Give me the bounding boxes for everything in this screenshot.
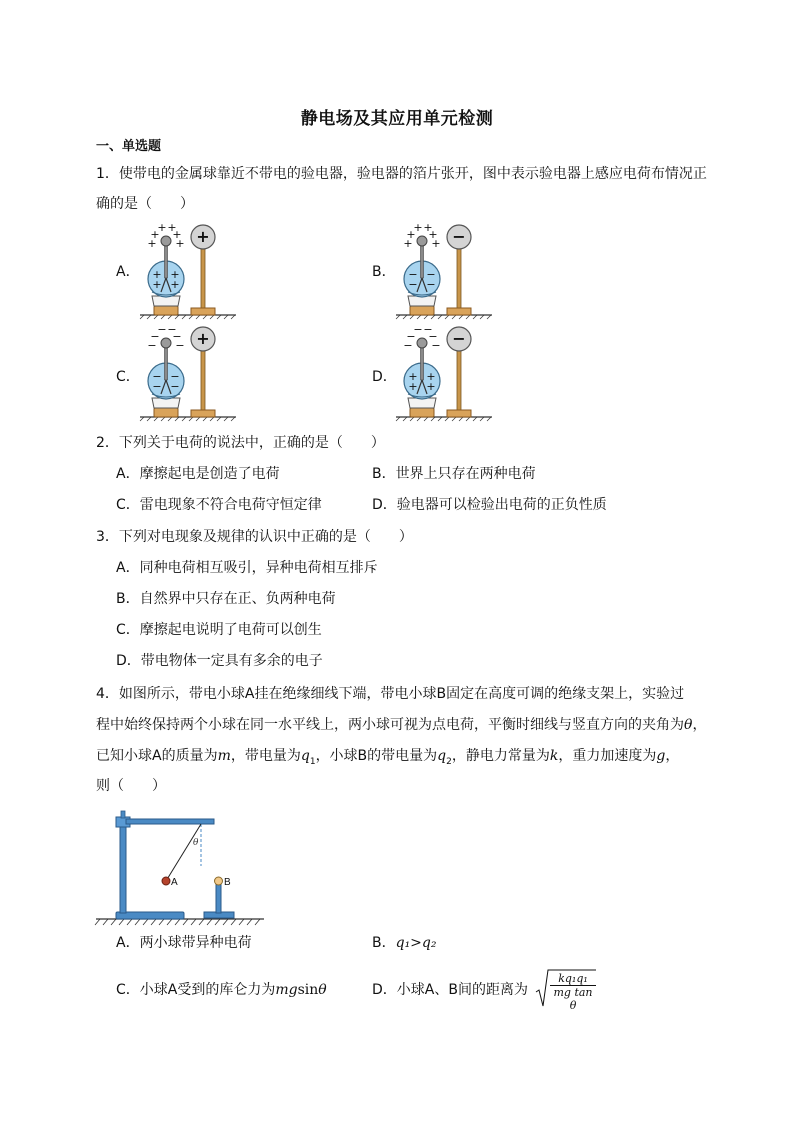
leaf-charge: − (426, 278, 436, 291)
ground-hatch (168, 417, 172, 421)
ground-hatch (487, 417, 491, 421)
ground-hatch (175, 417, 179, 421)
ground-hatch (396, 315, 400, 319)
q2-option-a: A．摩擦起电是创造了电荷 (116, 466, 280, 482)
ground-hatch (147, 417, 151, 421)
q4-stem-line3 (96, 748, 679, 770)
knob-charge: − (167, 324, 177, 336)
leaf-charge: + (408, 370, 418, 383)
sphere-stand-base (191, 410, 215, 417)
ground-hatch (480, 315, 484, 319)
ground-hatch (424, 417, 428, 421)
leaf-charge: + (426, 370, 436, 383)
q4-l3-p1: 已知小球A的质量为 (96, 748, 218, 764)
ground-hatch (217, 315, 221, 319)
q4-q1-symbol: q (300, 748, 310, 764)
figure-angle-label: θ (193, 838, 199, 848)
knob-charge: − (157, 324, 167, 336)
electroscope-figure-d (394, 324, 494, 422)
q4-option-d-fraction (550, 972, 596, 1012)
ground-hatch (217, 417, 221, 421)
ground-hatch (224, 315, 228, 319)
ground-hatch (210, 417, 214, 421)
sphere-charge-sign: − (452, 227, 466, 246)
ground-hatch (417, 315, 421, 319)
knob-charge: − (413, 324, 423, 336)
ground-hatch (196, 417, 200, 421)
ground-hatch (403, 417, 407, 421)
sphere-stand-base (447, 308, 471, 315)
q4-g-symbol: g (656, 748, 666, 764)
electroscope-figure-b (394, 222, 494, 320)
q4-option-c-sin: sin (297, 982, 319, 998)
q4-option-d-numerator: kq₁q₁ (550, 972, 596, 986)
electroscope-rod (165, 346, 168, 380)
ground-hatch (175, 315, 179, 319)
ground-hatch (161, 417, 165, 421)
leaf-charge: + (408, 380, 418, 393)
q4-option-d-text: D．小球A、B间的距离为 (372, 982, 528, 998)
figure-ball-a-label: A (171, 877, 178, 888)
leaf-charge: + (170, 278, 180, 291)
ground-hatch (487, 315, 491, 319)
ground-hatch (182, 417, 186, 421)
ground-hatch (154, 417, 158, 421)
ground-hatch (424, 315, 428, 319)
q4-mass-symbol: m (217, 748, 231, 764)
knob-charge: + (406, 228, 416, 241)
knob-charge: + (157, 222, 167, 234)
electroscope-base (410, 408, 434, 417)
q4-l3-p2: ，带电量为 (230, 748, 301, 764)
section-heading: 一、单选题 (96, 139, 162, 154)
ground-hatch (431, 417, 435, 421)
sphere-stand-pole (457, 350, 461, 412)
sphere-charge-sign: + (196, 227, 210, 246)
q4-l3-p5: ，重力加速度为 (558, 748, 657, 764)
knob-charge: − (175, 339, 185, 352)
q4-option-c-theta: θ (318, 982, 327, 998)
leaf-charge: − (170, 370, 180, 383)
q4-stem-line2 (96, 717, 706, 733)
knob-charge: + (172, 228, 182, 241)
leaf-charge: + (152, 278, 162, 291)
figure-ball-b-label: B (224, 877, 231, 888)
knob-charge: − (406, 330, 416, 343)
ground-hatch (189, 315, 193, 319)
knob-charge: − (403, 339, 413, 352)
electroscope-base (154, 408, 178, 417)
q4-option-b-label: B． (372, 935, 396, 951)
knob-charge: + (175, 237, 185, 250)
knob-charge: + (147, 237, 157, 250)
q1-option-c-label: C． (116, 369, 140, 385)
q2-option-c: C．雷电现象不符合电荷守恒定律 (116, 497, 322, 513)
ground-hatch (410, 315, 414, 319)
ground-hatch (396, 417, 400, 421)
sphere-charge-sign: − (452, 329, 466, 348)
electroscope-rod (165, 244, 168, 278)
q4-option-b (372, 935, 437, 951)
knob-charge: + (431, 237, 441, 250)
sphere-stand-pole (457, 248, 461, 310)
electroscope-figure-c (138, 324, 238, 422)
knob-charge: − (150, 330, 160, 343)
knob-charge: − (431, 339, 441, 352)
electroscope-knob (161, 338, 171, 348)
ground-hatch (459, 315, 463, 319)
leaf-charge: − (152, 380, 162, 393)
q4-l3-p3: ，小球B的带电量为 (315, 748, 438, 764)
q3-option-d: D．带电物体一定具有多余的电子 (116, 653, 323, 669)
electroscope-rod (421, 346, 424, 380)
q2-option-b: B．世界上只存在两种电荷 (372, 466, 536, 482)
electroscope-knob (417, 236, 427, 246)
q4-option-c (116, 982, 327, 998)
ground-hatch (445, 315, 449, 319)
sphere-stand-base (447, 410, 471, 417)
ground-hatch (154, 315, 158, 319)
q4-stem-line4: 则（ ） (96, 778, 166, 794)
leaf-charge: + (426, 380, 436, 393)
q4-line2-end: ， (692, 717, 707, 733)
q4-q2-sub: 2 (446, 756, 452, 767)
ground-hatch (431, 315, 435, 319)
knob-charge: − (428, 330, 438, 343)
ground-hatch (140, 417, 144, 421)
q3-stem: 3．下列对电现象及规律的认识中正确的是（ ） (96, 529, 413, 545)
q4-k-symbol: k (549, 748, 559, 764)
electroscope-knob (161, 236, 171, 246)
q4-option-d (372, 982, 528, 998)
electroscope-figure-a (138, 222, 238, 320)
ground-hatch (466, 417, 470, 421)
ground-hatch (147, 315, 151, 319)
ground-hatch (473, 315, 477, 319)
q4-l3-p6: ， (665, 748, 680, 764)
ground-hatch (438, 417, 442, 421)
page-title: 静电场及其应用单元检测 (300, 109, 494, 129)
sphere-stand-pole (201, 248, 205, 310)
knob-charge: − (172, 330, 182, 343)
electroscope-base (154, 306, 178, 315)
q3-option-c: C．摩擦起电说明了电荷可以创生 (116, 622, 322, 638)
ground-hatch (210, 315, 214, 319)
q1-option-a-label: A． (116, 264, 140, 280)
ground-hatch (203, 315, 207, 319)
q4-q2-symbol: q (437, 748, 447, 764)
q1-stem-line1: 1．使带电的金属球靠近不带电的验电器，验电器的箔片张开，图中表示验电器上感应电荷布情况正 (96, 166, 707, 182)
q4-l3-p4: ，静电力常量为 (451, 748, 550, 764)
ground-hatch (452, 417, 456, 421)
leaf-charge: − (426, 268, 436, 281)
q4-stem-line1: 4．如图所示，带电小球A挂在绝缘细线下端，带电小球B固定在高度可调的绝缘支架上，实验过 (96, 686, 685, 702)
electroscope-knob (417, 338, 427, 348)
ground-hatch (438, 315, 442, 319)
ground-hatch (473, 417, 477, 421)
leaf-charge: + (170, 268, 180, 281)
electroscope-base (410, 306, 434, 315)
ground-hatch (417, 417, 421, 421)
leaf-charge: + (152, 268, 162, 281)
ground-hatch (161, 315, 165, 319)
q2-stem: 2．下列关于电荷的说法中，正确的是（ ） (96, 435, 385, 451)
electroscope-rod (421, 244, 424, 278)
q4-option-a: A．两小球带异种电荷 (116, 935, 252, 951)
ground-hatch (410, 417, 414, 421)
knob-charge: + (423, 222, 433, 234)
q4-theta-symbol: θ (684, 717, 693, 733)
ground-hatch (203, 417, 207, 421)
sphere-stand-pole (201, 350, 205, 412)
knob-charge: + (167, 222, 177, 234)
leaf-charge: − (152, 370, 162, 383)
q1-option-d-label: D． (372, 369, 397, 385)
ground-hatch (445, 417, 449, 421)
ground-hatch (403, 315, 407, 319)
q1-option-b-label: B． (372, 264, 396, 280)
leaf-charge: − (408, 268, 418, 281)
q3-option-a: A．同种电荷相互吸引，异种电荷相互排斥 (116, 560, 378, 576)
knob-charge: + (403, 237, 413, 250)
ground-hatch (182, 315, 186, 319)
q1-stem-line2: 确的是（ ） (96, 196, 194, 212)
ground-hatch (480, 417, 484, 421)
ground-hatch (459, 417, 463, 421)
knob-charge: + (413, 222, 423, 234)
ground-hatch (466, 315, 470, 319)
ground-hatch (452, 315, 456, 319)
q4-q1-sub: 1 (309, 756, 316, 767)
q2-option-d: D．验电器可以检验出电荷的正负性质 (372, 497, 607, 513)
q4-option-b-expr: q₁>q₂ (395, 935, 437, 951)
ground-hatch (231, 417, 235, 421)
knob-charge: + (428, 228, 438, 241)
q4-option-d-denominator: mg tan θ (553, 986, 593, 1012)
ground-hatch (224, 417, 228, 421)
leaf-charge: − (170, 380, 180, 393)
leaf-charge: − (408, 278, 418, 291)
ground-hatch (196, 315, 200, 319)
q4-option-c-mg: mg (275, 982, 298, 998)
ground-hatch (168, 315, 172, 319)
sphere-stand-base (191, 308, 215, 315)
knob-charge: − (147, 339, 157, 352)
knob-charge: + (150, 228, 160, 241)
q3-option-b: B．自然界中只存在正、负两种电荷 (116, 591, 336, 607)
q4-option-c-text: C．小球A受到的库仑力为 (116, 982, 276, 998)
sphere-charge-sign: + (196, 329, 210, 348)
ground-hatch (140, 315, 144, 319)
ground-hatch (189, 417, 193, 421)
ground-hatch (231, 315, 235, 319)
q4-line2-text: 程中始终保持两个小球在同一水平线上，两小球可视为点电荷，平衡时细线与竖直方向的夹角为 (96, 717, 684, 733)
pendulum-apparatus-figure (94, 808, 266, 926)
knob-charge: − (423, 324, 433, 336)
